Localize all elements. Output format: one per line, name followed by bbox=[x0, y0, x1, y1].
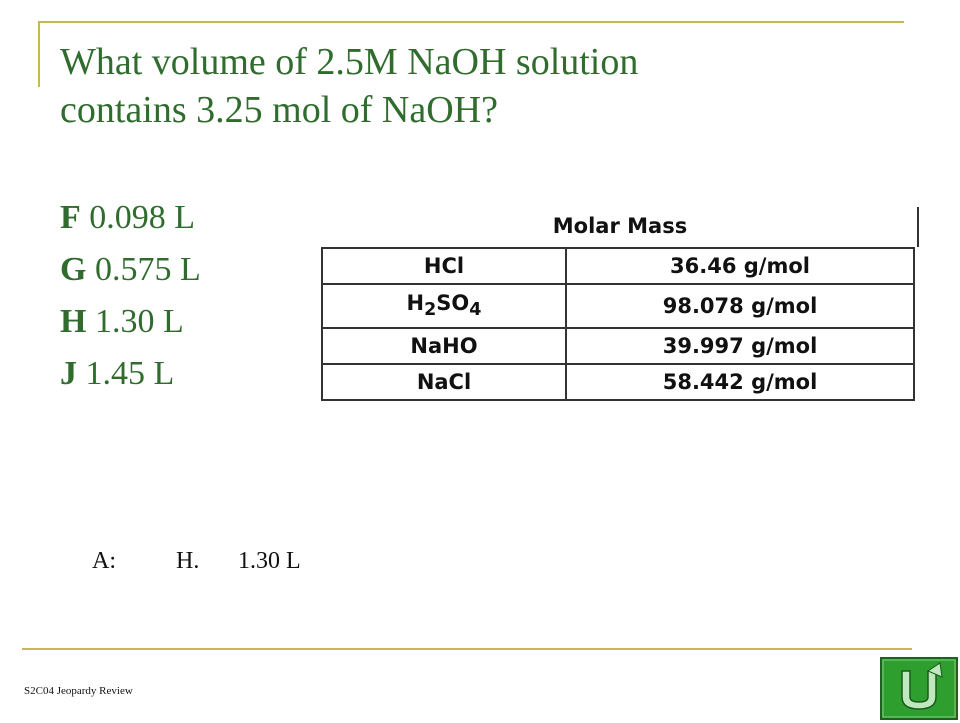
formula-cell bbox=[322, 284, 566, 328]
mass-cell: 58.442 g/mol bbox=[566, 364, 914, 400]
table-header: Molar Mass bbox=[552, 214, 688, 238]
choice-text: 0.098 L bbox=[89, 199, 196, 236]
choice-h bbox=[60, 296, 201, 348]
table-row bbox=[322, 328, 914, 364]
choice-f bbox=[60, 192, 201, 244]
answer-letter: H. bbox=[176, 548, 200, 574]
question-line-1: What volume of 2.5M NaOH solution bbox=[60, 41, 639, 83]
formula-cell: NaHO bbox=[322, 328, 566, 364]
answer-line bbox=[92, 548, 301, 575]
choice-letter: J bbox=[60, 355, 77, 392]
choice-letter: G bbox=[60, 251, 87, 288]
formula-cell: NaCl bbox=[322, 364, 566, 400]
mass-cell: 39.997 g/mol bbox=[566, 328, 914, 364]
table-row bbox=[322, 248, 914, 284]
molar-mass-grid bbox=[321, 247, 915, 401]
formula-cell: HCl bbox=[322, 248, 566, 284]
choice-g bbox=[60, 244, 201, 296]
footer-text: S2C04 Jeopardy Review bbox=[24, 685, 133, 697]
answer-value: 1.30 L bbox=[238, 548, 301, 574]
answer-choices bbox=[60, 192, 201, 400]
choice-text: 0.575 L bbox=[94, 251, 201, 288]
question-line-2: contains 3.25 mol of NaOH? bbox=[60, 89, 498, 131]
return-u-turn-icon bbox=[882, 659, 956, 718]
choice-j bbox=[60, 348, 201, 400]
question-title bbox=[60, 38, 760, 134]
table-row bbox=[322, 364, 914, 400]
return-button[interactable] bbox=[880, 657, 958, 720]
formula-h2so4: $H_2SO_4$ bbox=[406, 291, 482, 321]
choice-letter: F bbox=[60, 199, 81, 236]
molar-mass-table bbox=[321, 207, 919, 401]
bottom-rule bbox=[22, 648, 912, 650]
mass-cell: 36.46 g/mol bbox=[566, 248, 914, 284]
choice-text: 1.45 L bbox=[85, 355, 175, 392]
choice-letter: H bbox=[60, 303, 87, 340]
answer-prefix: A: bbox=[92, 548, 116, 574]
top-rule bbox=[38, 21, 904, 23]
left-rule bbox=[38, 21, 40, 87]
choice-text: 1.30 L bbox=[94, 303, 184, 340]
table-header-border bbox=[917, 207, 919, 247]
mass-cell: 98.078 g/mol bbox=[566, 284, 914, 328]
table-row bbox=[322, 284, 914, 328]
